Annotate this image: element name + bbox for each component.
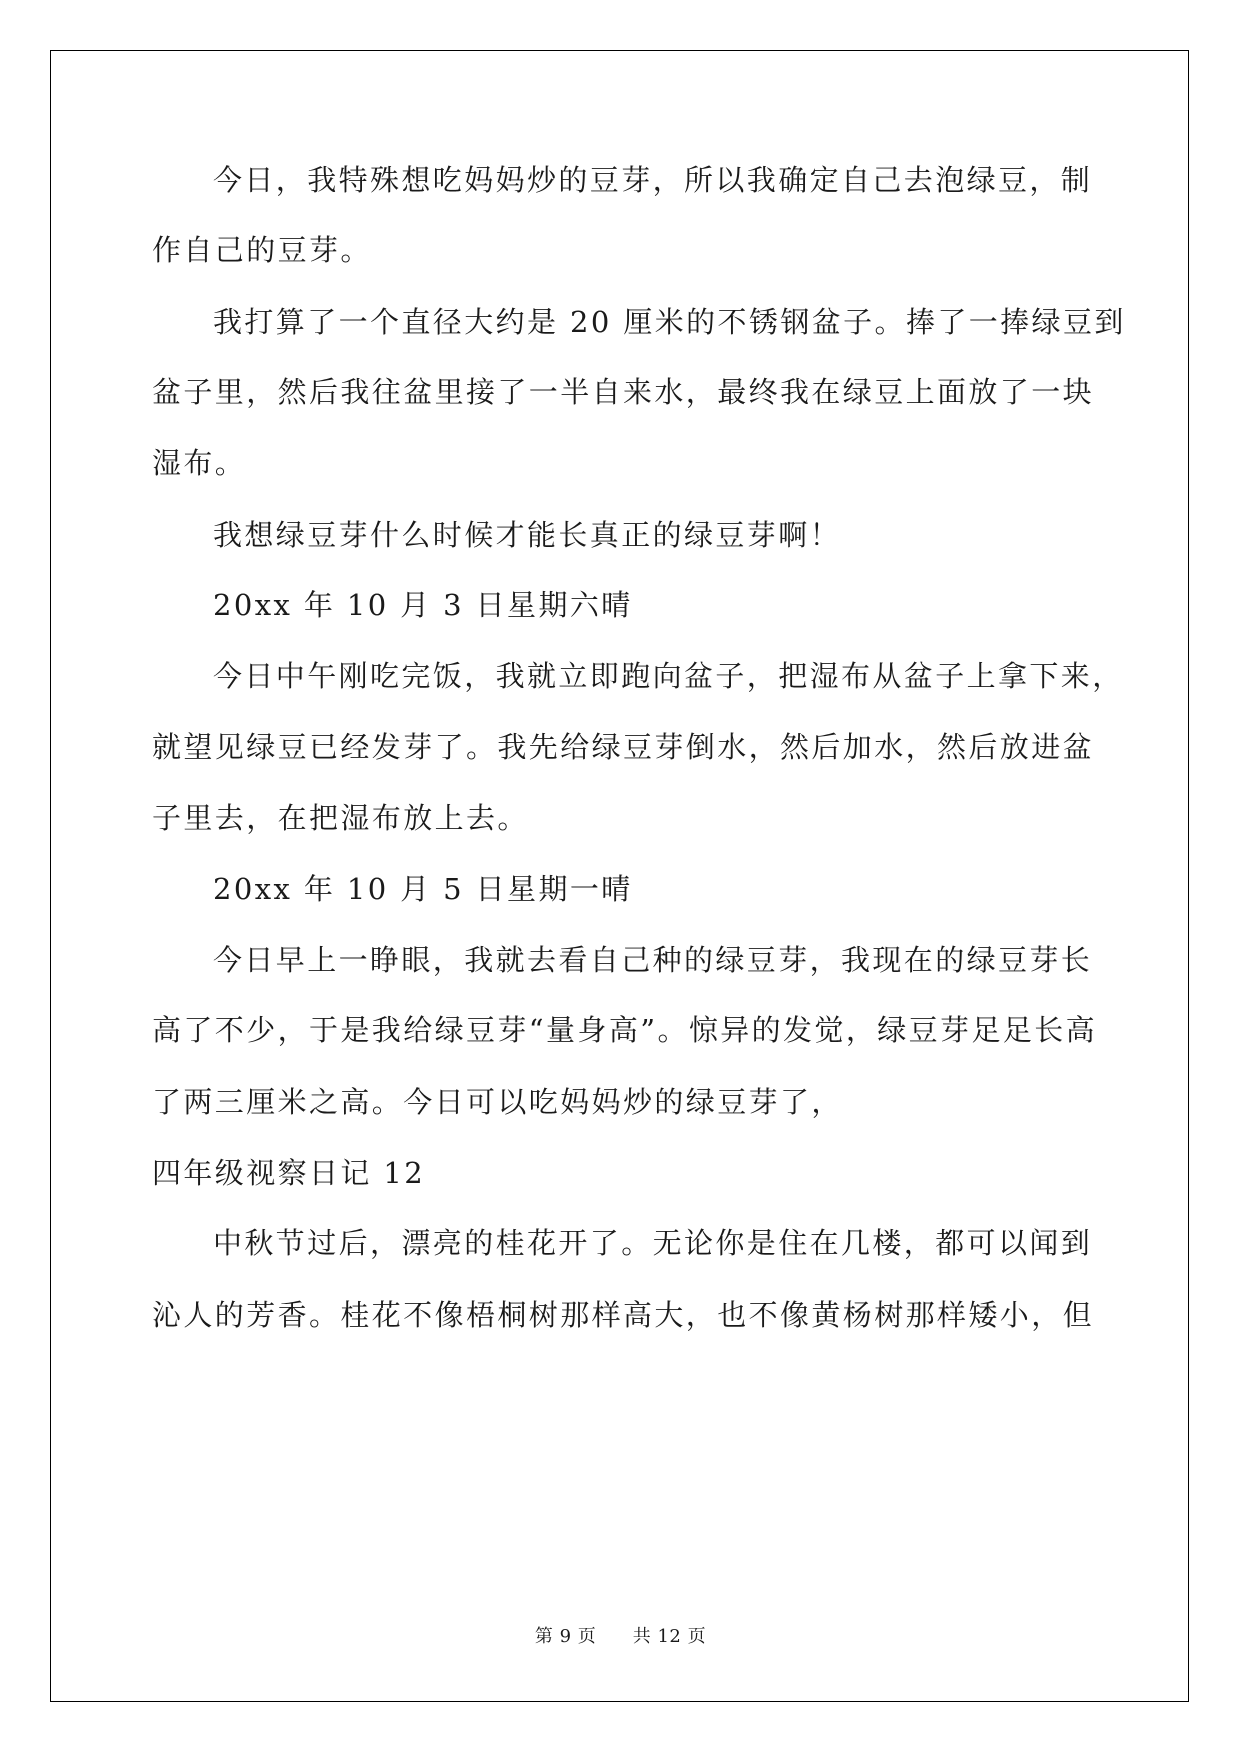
paragraph-line: 今日早上一睁眼，我就去看自己种的绿豆芽，我现在的绿豆芽长 [213, 943, 1093, 977]
paragraph-line: 沁人的芳香。桂花不像梧桐树那样高大，也不像黄杨树那样矮小，但 [152, 1298, 1095, 1332]
paragraph-line: 今日中午刚吃完饭，我就立即跑向盆子，把湿布从盆子上拿下来， [213, 659, 1124, 693]
paragraph-line: 今日，我特殊想吃妈妈炒的豆芽，所以我确定自己去泡绿豆，制 [213, 163, 1093, 197]
paragraph-line: 盆子里，然后我往盆里接了一半自来水，最终我在绿豆上面放了一块 [152, 375, 1095, 409]
page-number: 第 9 页 [534, 1626, 597, 1647]
page-footer [0, 1622, 1241, 1648]
paragraph-line: 中秋节过后，漂亮的桂花开了。无论你是住在几楼，都可以闻到 [213, 1226, 1093, 1260]
page-total: 共 12 页 [632, 1626, 707, 1647]
paragraph-line: 高了不少，于是我给绿豆芽“量身高”。惊异的发觉，绿豆芽足足长高 [152, 1013, 1098, 1047]
diary-date: 20xx 年 10 月 3 日星期六晴 [213, 588, 633, 622]
paragraph-line: 了两三厘米之高。今日可以吃妈妈炒的绿豆芽了， [152, 1085, 843, 1119]
paragraph-line: 就望见绿豆已经发芽了。我先给绿豆芽倒水，然后加水，然后放进盆 [152, 730, 1095, 764]
paragraph-line: 湿布。 [152, 446, 247, 480]
diary-date: 20xx 年 10 月 5 日星期一晴 [213, 872, 633, 906]
paragraph-line: 子里去，在把湿布放上去。 [152, 801, 529, 835]
paragraph-line: 我打算了一个直径大约是 20 厘米的不锈钢盆子。捧了一捧绿豆到 [213, 305, 1126, 339]
section-title: 四年级视察日记 12 [152, 1156, 426, 1190]
paragraph-line: 作自己的豆芽。 [152, 233, 372, 267]
paragraph-line: 我想绿豆芽什么时候才能长真正的绿豆芽啊！ [213, 518, 842, 552]
